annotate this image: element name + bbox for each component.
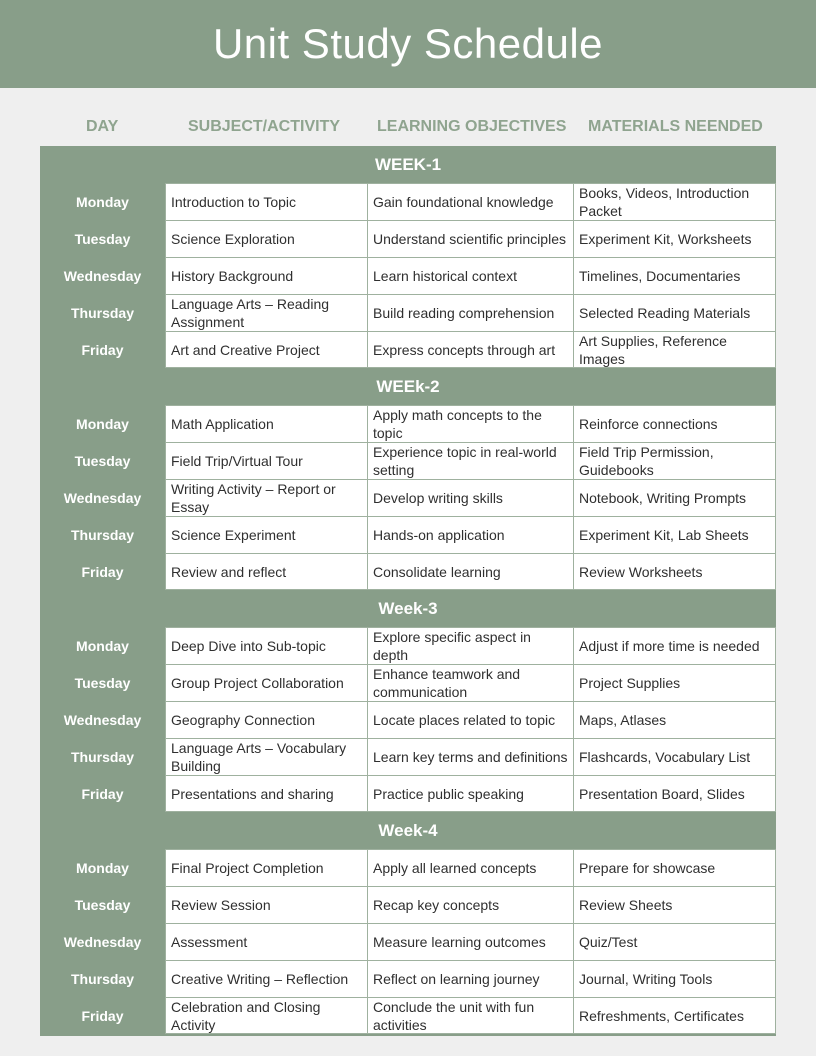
objective-cell: Build reading comprehension: [367, 294, 573, 331]
subject-cell: Celebration and Closing Activity: [165, 997, 367, 1034]
day-cell: Friday: [81, 341, 124, 358]
table-row: [40, 479, 776, 516]
header-subject: SUBJECT/ACTIVITY: [188, 118, 341, 135]
table-row: [40, 664, 776, 701]
materials-cell: Review Worksheets: [573, 553, 776, 590]
week-rows: [40, 849, 776, 1034]
objective-cell: Develop writing skills: [367, 479, 573, 516]
subject-cell: Field Trip/Virtual Tour: [165, 442, 367, 479]
materials-cell: Experiment Kit, Lab Sheets: [573, 516, 776, 553]
week-title: Week-3: [378, 598, 438, 618]
objective-cell: Consolidate learning: [367, 553, 573, 590]
materials-cell: Project Supplies: [573, 664, 776, 701]
materials-cell: Selected Reading Materials: [573, 294, 776, 331]
day-cell: Thursday: [70, 304, 134, 321]
week-title: WEEK-1: [374, 154, 442, 174]
week-rows: [40, 183, 776, 368]
subject-cell: Science Exploration: [165, 220, 367, 257]
table-row: [40, 997, 776, 1034]
objective-cell: Enhance teamwork and communication: [367, 664, 573, 701]
table-row: [40, 516, 776, 553]
objective-cell: Locate places related to topic: [367, 701, 573, 738]
day-cell: Tuesday: [74, 674, 131, 691]
subject-cell: Review Session: [165, 886, 367, 923]
subject-cell: Deep Dive into Sub-topic: [165, 627, 367, 664]
materials-cell: Reinforce connections: [573, 405, 776, 442]
table-row: [40, 405, 776, 442]
materials-cell: Prepare for showcase: [573, 849, 776, 886]
day-cell: Friday: [81, 785, 124, 802]
subject-cell: Presentations and sharing: [165, 775, 367, 812]
schedule-table: [40, 146, 776, 1036]
page-title: Unit Study Schedule: [212, 20, 604, 67]
objective-cell: Explore specific aspect in depth: [367, 627, 573, 664]
subject-cell: Group Project Collaboration: [165, 664, 367, 701]
day-cell: Wednesday: [63, 267, 142, 284]
materials-cell: Field Trip Permission, Guidebooks: [573, 442, 776, 479]
objective-cell: Learn historical context: [367, 257, 573, 294]
subject-cell: Geography Connection: [165, 701, 367, 738]
table-row: [40, 849, 776, 886]
subject-cell: Final Project Completion: [165, 849, 367, 886]
table-row: [40, 442, 776, 479]
objective-cell: Reflect on learning journey: [367, 960, 573, 997]
materials-cell: Presentation Board, Slides: [573, 775, 776, 812]
materials-cell: Books, Videos, Introduction Packet: [573, 183, 776, 220]
objective-cell: Hands-on application: [367, 516, 573, 553]
week-section: [40, 812, 776, 1034]
header-objectives: LEARNING OBJECTIVES: [377, 118, 567, 135]
day-cell: Monday: [76, 193, 129, 210]
materials-cell: Art Supplies, Reference Images: [573, 331, 776, 368]
subject-cell: Writing Activity – Report or Essay: [165, 479, 367, 516]
subject-cell: Language Arts – Reading Assignment: [165, 294, 367, 331]
table-row: [40, 701, 776, 738]
objective-cell: Express concepts through art: [367, 331, 573, 368]
subject-cell: Art and Creative Project: [165, 331, 367, 368]
materials-cell: Adjust if more time is needed: [573, 627, 776, 664]
objective-cell: Experience topic in real-world setting: [367, 442, 573, 479]
header-day: DAY: [86, 118, 119, 135]
day-cell: Tuesday: [74, 896, 131, 913]
column-headers: [40, 110, 776, 146]
week-title: Week-4: [378, 820, 438, 840]
objective-cell: Gain foundational knowledge: [367, 183, 573, 220]
day-cell: Monday: [76, 415, 129, 432]
materials-cell: Notebook, Writing Prompts: [573, 479, 776, 516]
objective-cell: Measure learning outcomes: [367, 923, 573, 960]
day-cell: Friday: [81, 563, 124, 580]
week-rows: [40, 627, 776, 812]
objective-cell: Understand scientific principles: [367, 220, 573, 257]
day-cell: Friday: [81, 1007, 124, 1024]
day-cell: Thursday: [70, 748, 134, 765]
day-cell: Wednesday: [63, 489, 142, 506]
objective-cell: Apply math concepts to the topic: [367, 405, 573, 442]
subject-cell: Math Application: [165, 405, 367, 442]
table-row: [40, 923, 776, 960]
table-row: [40, 220, 776, 257]
materials-cell: Timelines, Documentaries: [573, 257, 776, 294]
materials-cell: Flashcards, Vocabulary List: [573, 738, 776, 775]
week-title: WEEk-2: [376, 376, 440, 396]
table-row: [40, 627, 776, 664]
day-cell: Wednesday: [63, 711, 142, 728]
subject-cell: Creative Writing – Reflection: [165, 960, 367, 997]
subject-cell: Assessment: [165, 923, 367, 960]
header-materials: MATERIALS NEENDED: [588, 118, 763, 135]
week-section: [40, 146, 776, 368]
table-row: [40, 331, 776, 368]
materials-cell: Journal, Writing Tools: [573, 960, 776, 997]
table-row: [40, 960, 776, 997]
materials-cell: Refreshments, Certificates: [573, 997, 776, 1034]
day-cell: Tuesday: [74, 452, 131, 469]
subject-cell: History Background: [165, 257, 367, 294]
subject-cell: Science Experiment: [165, 516, 367, 553]
week-section: [40, 590, 776, 812]
day-cell: Monday: [76, 859, 129, 876]
subject-cell: Language Arts – Vocabulary Building: [165, 738, 367, 775]
table-row: [40, 257, 776, 294]
materials-cell: Quiz/Test: [573, 923, 776, 960]
week-section: [40, 368, 776, 590]
day-cell: Wednesday: [63, 933, 142, 950]
subject-cell: Introduction to Topic: [165, 183, 367, 220]
objective-cell: Learn key terms and definitions: [367, 738, 573, 775]
objective-cell: Apply all learned concepts: [367, 849, 573, 886]
objective-cell: Conclude the unit with fun activities: [367, 997, 573, 1034]
day-cell: Monday: [76, 637, 129, 654]
table-row: [40, 886, 776, 923]
title-banner: [0, 0, 816, 88]
table-row: [40, 738, 776, 775]
materials-cell: Experiment Kit, Worksheets: [573, 220, 776, 257]
table-row: [40, 553, 776, 590]
table-row: [40, 183, 776, 220]
table-row: [40, 294, 776, 331]
week-rows: [40, 405, 776, 590]
materials-cell: Review Sheets: [573, 886, 776, 923]
day-cell: Thursday: [70, 970, 134, 987]
day-cell: Thursday: [70, 526, 134, 543]
objective-cell: Practice public speaking: [367, 775, 573, 812]
table-row: [40, 775, 776, 812]
subject-cell: Review and reflect: [165, 553, 367, 590]
day-cell: Tuesday: [74, 230, 131, 247]
materials-cell: Maps, Atlases: [573, 701, 776, 738]
objective-cell: Recap key concepts: [367, 886, 573, 923]
